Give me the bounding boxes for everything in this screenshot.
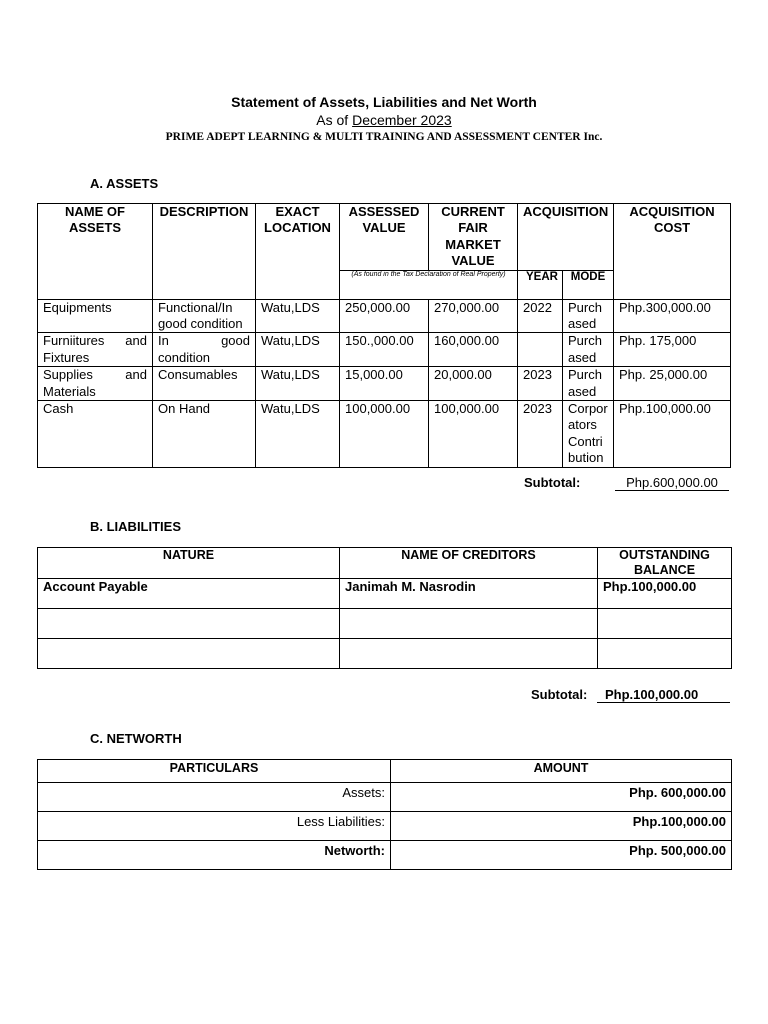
empty-cell — [598, 609, 732, 639]
tax-declaration-note: (As found in the Tax Declaration of Real Property) — [340, 270, 518, 299]
header-description: DESCRIPTION — [153, 204, 256, 300]
table-row — [38, 299, 731, 333]
asset-description: On Hand — [153, 401, 256, 468]
asset-cost: Php.300,000.00 — [614, 299, 731, 333]
as-of-date: December 2023 — [352, 112, 452, 128]
assets-section-title: A. ASSETS — [90, 176, 159, 191]
networth-particular: Assets: — [38, 783, 391, 812]
asset-mode: Purchased — [563, 333, 614, 367]
asset-assessed: 250,000.00 — [340, 299, 429, 333]
header-outstanding-balance: OUTSTANDING BALANCE — [598, 548, 732, 579]
networth-table — [37, 759, 732, 870]
asset-year: 2023 — [518, 367, 563, 401]
liabilities-subtotal-label: Subtotal: — [531, 687, 588, 702]
networth-amount: Php.100,000.00 — [391, 812, 732, 841]
asset-name: Equipments — [38, 299, 153, 333]
table-row — [38, 401, 731, 468]
empty-cell — [340, 609, 598, 639]
header-amount: AMOUNT — [391, 760, 732, 783]
header-fair-market-value: CURRENT FAIR MARKET VALUE — [429, 204, 518, 271]
company-name: PRIME ADEPT LEARNING & MULTI TRAINING AND ASSESSMENT CENTER Inc. — [165, 131, 603, 143]
asset-mode: Purchased — [563, 367, 614, 401]
table-row — [38, 841, 732, 870]
header-assessed-value: ASSESSED VALUE — [340, 204, 429, 271]
table-row — [38, 783, 732, 812]
table-row — [38, 579, 732, 609]
table-row — [38, 367, 731, 401]
liabilities-table — [37, 547, 732, 669]
liabilities-subtotal-value: Php.100,000.00 — [597, 687, 730, 703]
empty-cell — [38, 639, 340, 669]
asset-location: Watu,LDS — [256, 401, 340, 468]
asset-assessed: 100,000.00 — [340, 401, 429, 468]
empty-cell — [38, 609, 340, 639]
networth-particular: Less Liabilities: — [38, 812, 391, 841]
header-name-of-assets: NAME OF ASSETS — [38, 204, 153, 300]
asset-location: Watu,LDS — [256, 333, 340, 367]
liability-creditor: Janimah M. Nasrodin — [340, 579, 598, 609]
asset-name: Supplies and Materials — [38, 367, 153, 401]
asset-location: Watu,LDS — [256, 299, 340, 333]
asset-description: In good condition — [153, 333, 256, 367]
asset-mode: Purchased — [563, 299, 614, 333]
asset-cost: Php. 175,000 — [614, 333, 731, 367]
header-exact-location: EXACT LOCATION — [256, 204, 340, 300]
liability-balance: Php.100,000.00 — [598, 579, 732, 609]
networth-amount: Php. 500,000.00 — [391, 841, 732, 870]
asset-fair-market: 160,000.00 — [429, 333, 518, 367]
liability-nature: Account Payable — [38, 579, 340, 609]
header-acquisition-cost: ACQUISITION COST — [614, 204, 731, 300]
asset-assessed: 15,000.00 — [340, 367, 429, 401]
asset-assessed: 150.,000.00 — [340, 333, 429, 367]
table-row-empty — [38, 639, 732, 669]
header-particulars: PARTICULARS — [38, 760, 391, 783]
asset-name: Furniitures and Fixtures — [38, 333, 153, 367]
header-nature: NATURE — [38, 548, 340, 579]
asset-name: Cash — [38, 401, 153, 468]
assets-subtotal-label: Subtotal: — [524, 475, 581, 490]
empty-cell — [598, 639, 732, 669]
asset-year — [518, 333, 563, 367]
header-year: YEAR — [518, 270, 563, 299]
asset-location: Watu,LDS — [256, 367, 340, 401]
assets-subtotal-value: Php.600,000.00 — [615, 475, 729, 491]
liabilities-section-title: B. LIABILITIES — [90, 519, 181, 534]
header-name-of-creditors: NAME OF CREDITORS — [340, 548, 598, 579]
table-row — [38, 812, 732, 841]
networth-amount: Php. 600,000.00 — [391, 783, 732, 812]
asset-mode: Corporators Contribution — [563, 401, 614, 468]
document-title: Statement of Assets, Liabilities and Net Worth — [231, 94, 537, 110]
asset-fair-market: 20,000.00 — [429, 367, 518, 401]
asset-year: 2023 — [518, 401, 563, 468]
asset-fair-market: 100,000.00 — [429, 401, 518, 468]
header-acquisition: ACQUISITION — [518, 204, 614, 271]
asset-cost: Php. 25,000.00 — [614, 367, 731, 401]
as-of-prefix: As of — [316, 112, 349, 128]
as-of-line — [0, 112, 768, 128]
table-row — [38, 333, 731, 367]
header-mode: MODE — [563, 270, 614, 299]
asset-fair-market: 270,000.00 — [429, 299, 518, 333]
networth-section-title: C. NETWORTH — [90, 731, 182, 746]
empty-cell — [340, 639, 598, 669]
asset-year: 2022 — [518, 299, 563, 333]
asset-description: Consumables — [153, 367, 256, 401]
assets-table — [37, 203, 731, 468]
networth-particular: Networth: — [38, 841, 391, 870]
asset-cost: Php.100,000.00 — [614, 401, 731, 468]
table-row-empty — [38, 609, 732, 639]
asset-description: Functional/In good condition — [153, 299, 256, 333]
